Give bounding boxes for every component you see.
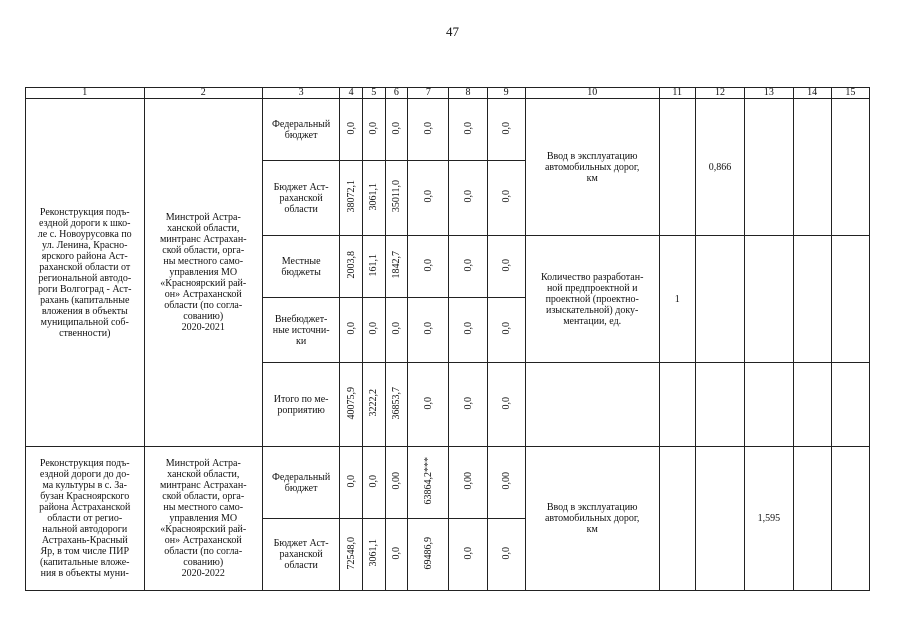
- value-cell: [362, 519, 385, 591]
- funding-source: [263, 161, 340, 236]
- indicator-cell: [525, 363, 659, 447]
- value-cell: [340, 99, 363, 161]
- value-cell: [362, 363, 385, 447]
- value-cell: [340, 161, 363, 236]
- col-header-11: 11: [659, 88, 695, 99]
- value-col8: 0,0: [462, 546, 474, 560]
- value-col6: 0,00: [390, 472, 402, 490]
- value-cell: [408, 161, 449, 236]
- value-col7: 69486,9: [422, 536, 434, 570]
- value-cell: [385, 99, 408, 161]
- indicator-value-15: [831, 236, 869, 363]
- funding-source: [263, 447, 340, 519]
- executor-name: Минстрой Астра- ханской области, минтранс Астрахан- ской области, орга- ны местного само- управления МО «Красноярский рай- он» Астраханской области (по согла- сованию) 2020-2022: [159, 458, 247, 579]
- value-cell: [487, 363, 525, 447]
- col-header-3: 3: [263, 88, 340, 99]
- value-col5: 161,1: [368, 253, 380, 277]
- indicator-value-11: [659, 363, 695, 447]
- program-table: [25, 87, 870, 591]
- col-header-9: 9: [487, 88, 525, 99]
- col-header-10: 10: [525, 88, 659, 99]
- value-col6: 1842,7: [390, 251, 402, 279]
- value-cell: [408, 447, 449, 519]
- indicator-value: 1,595: [757, 513, 781, 524]
- value-col5: 3061,1: [368, 182, 380, 211]
- funding-source-label: Местные бюджеты: [281, 255, 321, 278]
- indicator-value: 0,866: [708, 161, 732, 173]
- value-col4: 2003,8: [345, 251, 357, 279]
- funding-source-label: Внебюджет- ные источни- ки: [272, 313, 330, 347]
- value-col7: 63864,2***: [422, 457, 434, 505]
- value-cell: [385, 447, 408, 519]
- value-cell: [408, 99, 449, 161]
- value-cell: [449, 236, 487, 298]
- indicator-value-14: [793, 447, 831, 591]
- value-cell: [340, 447, 363, 519]
- indicator-value-14: [793, 236, 831, 363]
- col-header-8: 8: [449, 88, 487, 99]
- indicator-name: Ввод в эксплуатацию автомобильных дорог, км: [544, 502, 640, 535]
- value-cell: [408, 236, 449, 298]
- value-col8: 0,0: [462, 322, 474, 335]
- funding-source-label: Итого по ме- роприятию: [273, 393, 329, 416]
- value-col4: 72548,0: [345, 536, 357, 570]
- value-cell: [385, 363, 408, 447]
- value-cell: [385, 298, 408, 363]
- value-cell: [408, 519, 449, 591]
- value-col7: 0,0: [422, 258, 434, 272]
- col-header-15: 15: [831, 88, 869, 99]
- executor-name: Минстрой Астра- ханской области, минтранс Астрахан- ской области, орга- ны местного само- управления МО «Красноярский рай- он» Астраханской области (по согла- сованию) 2020-2021: [159, 212, 247, 333]
- value-cell: [408, 298, 449, 363]
- indicator-value-12: [695, 99, 744, 236]
- value-cell: [362, 161, 385, 236]
- value-cell: [487, 161, 525, 236]
- table-row: [26, 99, 870, 161]
- value-cell: [340, 519, 363, 591]
- indicator-value: 1: [674, 293, 680, 305]
- event-name-cell: [26, 447, 145, 591]
- funding-source: [263, 363, 340, 447]
- header-row: [26, 88, 870, 99]
- col-header-4: 4: [340, 88, 363, 99]
- value-col9: 0,00: [500, 472, 512, 490]
- indicator-value-11: [659, 447, 695, 591]
- value-cell: [340, 236, 363, 298]
- value-col4: 0,0: [345, 474, 357, 488]
- event-name: Реконструкция подъ- ездной дороги до до- ма культуры в с. За- бузан Красноярского района Астраханской области от регио- нальной автодороги Астрахань-Красный Яр, в том числе ПИР (капитальные вложе- ния в объекты муни-: [39, 458, 131, 579]
- funding-source: [263, 298, 340, 363]
- value-col4: 0,0: [345, 121, 357, 135]
- page-number: 47: [446, 24, 459, 39]
- funding-source-label: Бюджет Аст- раханской области: [273, 538, 329, 571]
- value-col8: 0,0: [462, 258, 474, 272]
- indicator-value-13: [745, 363, 793, 447]
- value-cell: [408, 363, 449, 447]
- col-header-12: 12: [695, 88, 744, 99]
- value-col6: 35011,0: [390, 180, 402, 213]
- funding-source-label: Федеральный бюджет: [272, 118, 331, 141]
- value-col6: 0,0: [390, 322, 402, 335]
- value-col7: 0,0: [422, 322, 434, 335]
- value-cell: [487, 99, 525, 161]
- indicator-cell: [525, 99, 659, 236]
- indicator-value-12: [695, 236, 744, 363]
- col-header-1: 1: [26, 88, 145, 99]
- indicator-name: Количество разработан- ной предпроектной и проектной (проектно- изыскательной) доку- ментации, ед.: [540, 271, 644, 327]
- value-cell: [449, 363, 487, 447]
- funding-source-label: Федеральный бюджет: [272, 471, 331, 494]
- value-cell: [487, 236, 525, 298]
- value-cell: [340, 363, 363, 447]
- value-col4: 38072,1: [345, 180, 357, 213]
- value-col9: 0,0: [500, 190, 512, 203]
- indicator-value-13: [745, 236, 793, 363]
- value-col7: 0,0: [422, 396, 434, 410]
- indicator-cell: [525, 447, 659, 591]
- indicator-value-12: [695, 447, 744, 591]
- value-col5: 3222,2: [368, 389, 380, 417]
- value-col4: 0,0: [345, 322, 357, 335]
- value-cell: [340, 298, 363, 363]
- value-col8: 0,0: [462, 396, 474, 410]
- value-col7: 0,0: [422, 190, 434, 203]
- value-col8: 0,0: [462, 121, 474, 135]
- executor-cell: [144, 447, 263, 591]
- value-col6: 0,0: [390, 121, 402, 135]
- value-cell: [362, 298, 385, 363]
- indicator-value-15: [831, 447, 869, 591]
- value-col9: 0,0: [500, 121, 512, 135]
- value-cell: [449, 161, 487, 236]
- value-col5: 0,0: [368, 474, 380, 488]
- col-header-13: 13: [745, 88, 793, 99]
- value-col4: 40075,9: [345, 386, 357, 420]
- indicator-value-11: [659, 236, 695, 363]
- value-cell: [385, 161, 408, 236]
- indicator-cell: [525, 236, 659, 363]
- value-cell: [385, 519, 408, 591]
- value-col5: 0,0: [368, 121, 380, 135]
- value-cell: [362, 236, 385, 298]
- indicator-value-11: [659, 99, 695, 236]
- value-col9: 0,0: [500, 322, 512, 335]
- value-col9: 0,0: [500, 258, 512, 272]
- indicator-value-12: [695, 363, 744, 447]
- funding-source: [263, 236, 340, 298]
- indicator-value-15: [831, 363, 869, 447]
- value-cell: [487, 298, 525, 363]
- value-cell: [362, 447, 385, 519]
- col-header-14: 14: [793, 88, 831, 99]
- value-col5: 0,0: [368, 322, 380, 335]
- value-col5: 3061,1: [368, 539, 380, 567]
- indicator-value-15: [831, 99, 869, 236]
- col-header-2: 2: [144, 88, 263, 99]
- value-cell: [449, 519, 487, 591]
- value-col6: 36853,7: [390, 386, 402, 420]
- value-cell: [385, 236, 408, 298]
- value-col9: 0,0: [500, 396, 512, 410]
- value-col9: 0,0: [500, 546, 512, 560]
- indicator-value-13: [745, 447, 793, 591]
- value-cell: [487, 447, 525, 519]
- value-cell: [487, 519, 525, 591]
- value-cell: [449, 447, 487, 519]
- value-cell: [362, 99, 385, 161]
- table-row: [26, 447, 870, 519]
- col-header-7: 7: [408, 88, 449, 99]
- indicator-value-13: [745, 99, 793, 236]
- funding-source: [263, 519, 340, 591]
- value-col8: 0,00: [462, 472, 474, 490]
- indicator-value-14: [793, 363, 831, 447]
- value-cell: [449, 99, 487, 161]
- funding-source-label: Бюджет Аст- раханской области: [273, 181, 329, 215]
- indicator-name: Ввод в эксплуатацию автомобильных дорог, км: [544, 150, 640, 184]
- event-name: Реконструкция подъ- ездной дороги к шко- ле с. Новоурусовка по ул. Ленина, Красно- ярского района Аст- раханской области от региональной автодо- роги Волгоград - Аст- рахань (капитальные вложения в объекты муниципальной соб- ственности): [37, 206, 132, 339]
- value-col8: 0,0: [462, 190, 474, 203]
- value-col6: 0,0: [390, 546, 402, 560]
- funding-source: [263, 99, 340, 161]
- value-cell: [449, 298, 487, 363]
- executor-cell: [144, 99, 263, 447]
- col-header-6: 6: [385, 88, 408, 99]
- value-col7: 0,0: [422, 121, 434, 135]
- col-header-5: 5: [362, 88, 385, 99]
- indicator-value-14: [793, 99, 831, 236]
- event-name-cell: [26, 99, 145, 447]
